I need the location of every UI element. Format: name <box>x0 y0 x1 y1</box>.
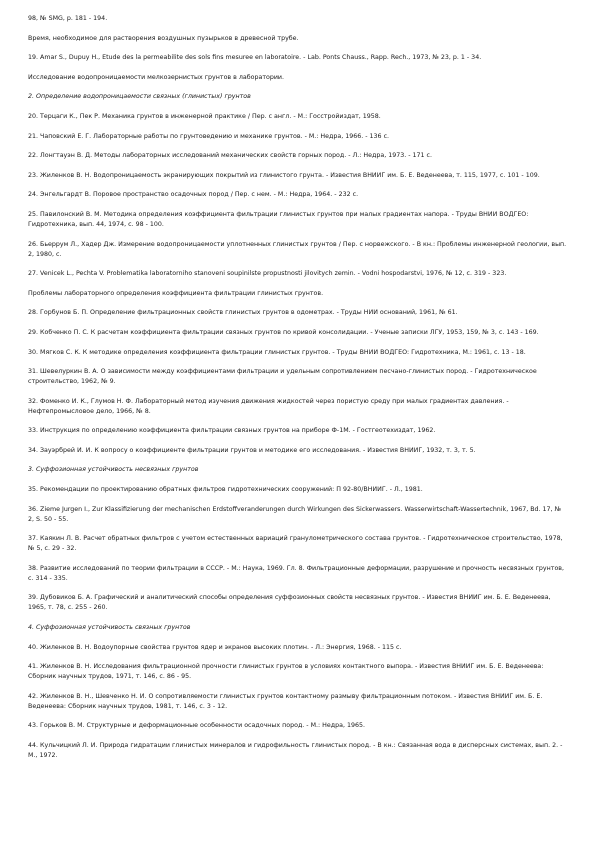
reference-entry: 26. Бьеррум Л., Хадер Дж. Измерение водопроницаемости уплотненных глинистых грунтов / Пер. с норвежского. - В кн.: Проблемы инженерной геологии, вып. 2, 1980, с. <box>28 240 567 258</box>
reference-entry: Время, необходимое для растворения воздушных пузырьков в древесной трубе. <box>28 34 299 42</box>
section-heading: 2. Определение водопроницаемости связных (глинистых) грунтов <box>28 93 251 101</box>
reference-entry: 43. Горьков В. М. Структурные и деформационные особенности осадочных пород. - М.: Недра, 1965. <box>28 722 365 730</box>
section-heading: 3. Суффозионная устойчивость несвязных грунтов <box>28 466 199 474</box>
reference-entry: 29. Кобченко П. С. К расчетам коэффициента фильтрации связных грунтов по кривой консолидации. - Ученые записки ЛГУ, 1953, 159, № 3, с. 143 - 169. <box>28 328 539 336</box>
reference-entry: 25. Павилонский В. М. Методика определения коэффициента фильтрации глинистых грунтов при малых градиентах напора. - Труды ВНИИ ВОДГЕО: Гидротехника, вып. 44, 1974, с. 98 - 100. <box>28 210 529 228</box>
reference-entry: 37. Каякин Л. В. Расчет обратных фильтров с учетом естественных вариаций гранулометрического состава грунтов. - Гидротехническое строительство, 1978, № 5, с. 29 - 32. <box>28 535 563 553</box>
reference-entry: 32. Фоменко И. К., Глумов Н. Ф. Лабораторный метод изучения движения жидкостей через пористую среду при малых градиентах давления. - Нефтепромысловое дело, 1966, № 8. <box>28 397 509 415</box>
section-heading: 4. Суффозионная устойчивость связных грунтов <box>28 624 191 632</box>
reference-entry: 30. Мягков С. К. К методике определения коэффициента фильтрации глинистых грунтов. - Труды ВНИИ ВОДГЕО: Гидротехника, М.: 1961, с. 13 - 18. <box>28 348 526 356</box>
reference-entry: 24. Энгельгардт В. Поровое пространство осадочных пород / Пер. с нем. - М.: Недра, 1964. - 232 с. <box>28 191 359 199</box>
reference-entry: 34. Зауэрбрей И. И. К вопросу о коэффициенте фильтрации грунтов и методике его исследования. - Известия ВНИИГ, 1932, т. 3, т. 5. <box>28 446 476 454</box>
reference-entry: 35. Рекомендации по проектированию обратных фильтров гидротехнических сооружений: П 92-80/ВНИИГ. - Л., 1981. <box>28 486 423 494</box>
reference-entry: 39. Дубовиков Б. А. Графический и аналитический способы определения суффозионных свойств несвязных грунтов. - Известия ВНИИГ им. Б. Е. Веденеева, 1965, т. 78, с. 255 - 260. <box>28 594 551 612</box>
reference-entry: 42. Жиленков В. Н., Шевченко Н. И. О сопротивляемости глинистых грунтов контактному размыву фильтрационным потоком. - Известия ВНИИГ им. Б. Е. Веденеева: Сборник научных трудов, 1981, т. 146, с. 3 - 12. <box>28 692 543 710</box>
reference-entry: 40. Жиленков В. Н. Водоупорные свойства грунтов ядер и экранов высоких плотин. - Л.: Энергия, 1968. - 115 с. <box>28 643 402 651</box>
reference-entry: 44. Кульчицкий Л. И. Природа гидратации глинистых минералов и гидрофильность глинистых пород. - В кн.: Связанная вода в дисперсных системах, вып. 2. - М., 1972. <box>28 742 563 759</box>
reference-entry: 20. Терцаги К., Пек Р. Механика грунтов в инженерной практике / Пер. с англ. - М.: Госстройиздат, 1958. <box>28 112 381 120</box>
reference-entry: Исследование водопроницаемости мелкозернистых грунтов в лаборатории. <box>28 73 285 81</box>
reference-entry: 38. Развитие исследований по теории фильтрации в СССР. - М.: Наука, 1969. Гл. 8. Фильтрационные деформации, разрушение и прочность несвязных грунтов, с. 314 - 335. <box>28 564 565 582</box>
reference-entry: 23. Жиленков В. Н. Водопроницаемость экранирующих покрытий из глинистого грунта. - Известия ВНИИГ им. Б. Е. Веденеева, т. 115, 1977, с. 101 - 109. <box>28 171 540 179</box>
reference-entry: 98, № SMG, p. 181 - 194. <box>28 15 108 22</box>
reference-entry: 31. Шевелуркин В. А. О зависимости между коэффициентами фильтрации и удельным сопротивлением песчано-глинистых пород. - Гидротехническое строительство, 1962, № 9. <box>28 368 537 386</box>
reference-entry: 27. Venicek L., Pechta V. Problematika laboratorniho stanoveni soupinilste propustnosti jilovitych zemin. - Vodni hospodarstvi, 1976, № 12, с. 319 - 323. <box>28 270 507 278</box>
reference-entry: 33. Инструкция по определению коэффициента фильтрации связных грунтов на приборе Ф-1М. - Гостгеотехиздат, 1962. <box>28 427 436 435</box>
reference-entry: 19. Amar S., Dupuy H., Etude des la permeabilite des sols fins mesuree en laboratoire. - Lab. Ponts Chauss., Rapp. Rech., 1973, № 23, p. 1 - 34. <box>28 54 482 62</box>
reference-entry: Проблемы лабораторного определения коэффициента фильтрации глинистых грунтов. <box>28 289 324 297</box>
document-page <box>28 14 568 771</box>
reference-list <box>28 14 568 761</box>
reference-entry: 28. Горбунов Б. П. Определение фильтрационных свойств глинистых грунтов в одометрах. - Труды НИИ оснований, 1961, № 61. <box>28 309 458 317</box>
reference-entry: 21. Чаповский Е. Г. Лабораторные работы по грунтоведению и механике грунтов. - М.: Недра, 1966. - 136 с. <box>28 132 390 140</box>
reference-entry: 22. Лонгтауэн В. Д. Методы лабораторных исследований механических свойств горных пород. - Л.: Недра, 1973. - 171 с. <box>28 152 433 160</box>
reference-entry: 41. Жиленков В. Н. Исследования фильтрационной прочности глинистых грунтов в условиях контактного выпора. - Известия ВНИИГ им. Б. Е. Веденеева: Сборник научных трудов, 1971, т. 146, с. 86 - 95. <box>28 663 544 681</box>
reference-entry: 36. Zieme Jurgen I., Zur Klassifizierung der mechanischen Erdstoffveranderungen durch Wirkungen des Sickerwassers. Wasserwirtschaft-Wassertechnik, 1967, Bd. 17, № 2, S. 50 - 55. <box>28 505 562 523</box>
